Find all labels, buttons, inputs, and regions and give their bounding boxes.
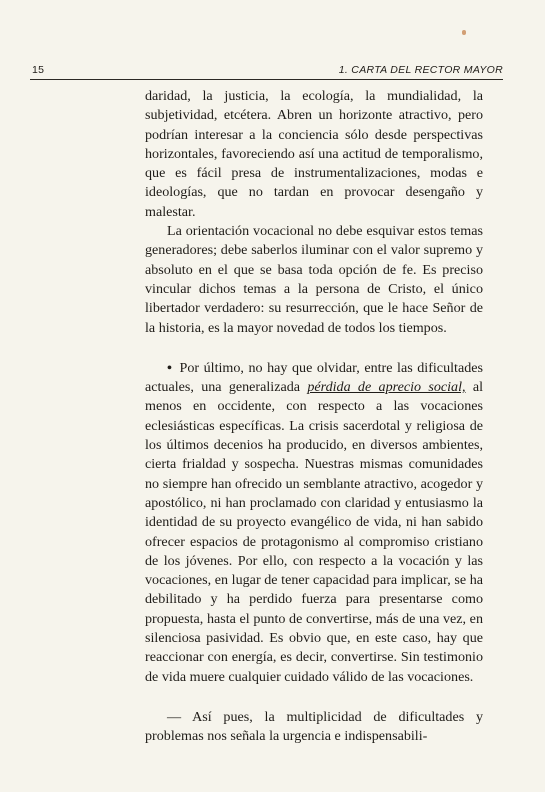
paragraph-3-text-start: Por último, no hay que olvidar, entre las dificultades actuales, una generalizada bbox=[145, 359, 483, 396]
paragraph-2: La orientación vocacional no debe esquivar estos temas generadores; debe saberlos iluminar con el valor supremo y absoluto en el que se basa toda opción de fe. Es preciso vincular dichos temas a la persona de Cristo, el único libertador verdadero: su resurrección, que le hace Señor de la historia, es la mayor novedad de todos los tiempos. bbox=[145, 223, 483, 336]
header-rule bbox=[30, 79, 503, 80]
ink-speck bbox=[462, 30, 466, 35]
running-head: 1. CARTA DEL RECTOR MAYOR bbox=[338, 64, 503, 76]
paragraph-3 bbox=[145, 359, 483, 687]
bullet-marker: • bbox=[167, 359, 172, 376]
page-number: 15 bbox=[32, 64, 45, 76]
paragraph-1: daridad, la justicia, la ecología, la mundialidad, la subjetividad, etcétera. Abren un horizonte atractivo, pero podrían interesar a la conciencia sólo desde perspectivas horizontales, favoreciendo así una actitud de temporalismo, que es fácil presa de instrumentalizaciones, modas e ideologías, que no tardan en provocar desengaño y malestar. bbox=[145, 88, 483, 220]
paragraph-3-text-end: al menos en occidente, con respecto a las vocaciones eclesiásticas específicas. La crisis sacerdotal y religiosa de los últimos decenios ha producido, en diversos ambientes, cierta frialdad y sospecha. Nuestras mismas comunidades no siempre han ofrecido un semblante atractivo, acogedor y apostólico, ni han proclamado con claridad y entusiasmo la identidad de su proyecto evangélico de vida, ni han sabido ofrecer espacios de protagonismo al compromiso cristiano de los jóvenes. Por ello, con respecto a la vocación y las vocaciones, en lugar de tener capacidad para implicar, se ha debilitado y ha perdido fuerza para presentarse como propuesta, hasta el punto de convertirse, más de una vez, en silenciosa pasividad. Es obvio que, en este caso, hay que reaccionar con energía, es decir, convertirse. Sin testimonio de vida muere cualquier cuidado válido de las vocaciones. bbox=[145, 379, 483, 685]
emphasized-phrase: pérdida de aprecio social, bbox=[307, 379, 466, 396]
paragraph-4: — Así pues, la multiplicidad de dificultades y problemas nos señala la urgencia e indispensabili- bbox=[145, 708, 483, 745]
body-text bbox=[145, 87, 483, 747]
page-header bbox=[30, 64, 503, 80]
